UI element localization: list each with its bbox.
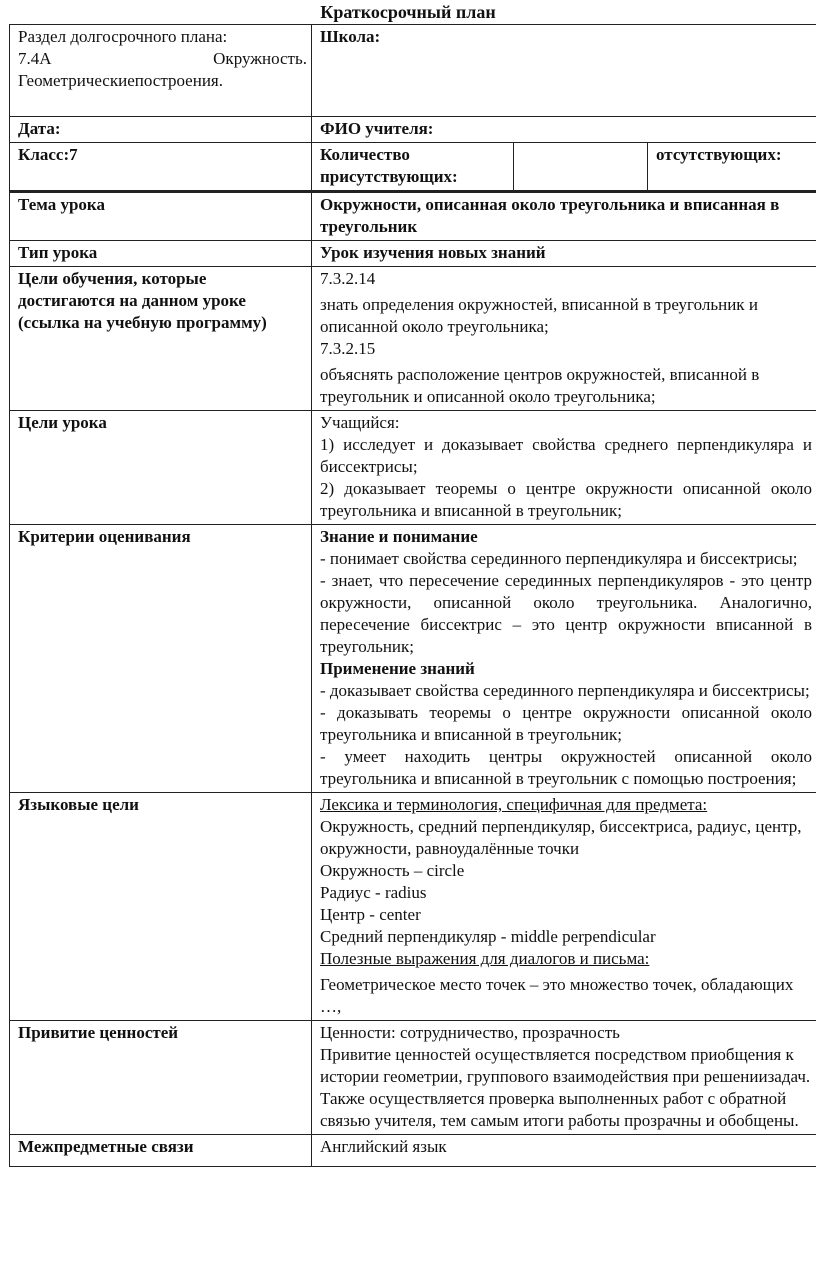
date-cell: Дата: (10, 117, 312, 143)
cross-links-value: Английский язык (312, 1135, 816, 1167)
table-row (10, 117, 816, 143)
table-row (10, 25, 816, 117)
class-cell: Класс:7 (10, 143, 312, 192)
goals-intro: Учащийся: (320, 413, 400, 432)
table-row (10, 1021, 816, 1135)
section-subtopic: Геометрическиепостроения. (18, 71, 223, 90)
criteria-item: - доказывает свойства серединного перпендикуляра и биссектрисы; (320, 681, 810, 700)
table-row (10, 267, 816, 411)
language-goals-value (312, 793, 816, 1021)
absent-label-cell: отсутствующих: (648, 143, 816, 192)
phrase-item: Геометрическое место точек – это множество точек, обладающих …, (320, 975, 794, 1016)
criteria-item: - знает, что пересечение серединных перпендикуляров - это центр окружности, описанной около треугольника. Аналогично, пересечение биссектрис – это центр окружности вписанной в треугольник; (320, 571, 812, 656)
objective-code: 7.3.2.15 (320, 339, 376, 358)
values-line: Привитие ценностей осуществляется посредством приобщения к истории геометрии, группового взаимодействия при решениизадач. Также осуществляется проверка выполненных работ с обратной связью учителя, тем самым итоги работы прозрачны и обобщены. (320, 1045, 811, 1130)
section-topic: Окружность. (213, 49, 307, 68)
lesson-goals-label: Цели урока (10, 411, 312, 525)
vocab-heading: Лексика и терминология, специфичная для предмета: (320, 795, 708, 814)
values-value (312, 1021, 816, 1135)
criteria-item: - понимает свойства серединного перпендикуляра и биссектрисы; (320, 549, 798, 568)
table-row (10, 143, 816, 192)
topic-value: Окружности, описанная около треугольника и вписанная в треугольник (312, 192, 816, 241)
school-cell: Школа: (312, 25, 816, 117)
values-label: Привитие ценностей (10, 1021, 312, 1135)
present-label-cell: Количество присутствующих: (312, 143, 514, 192)
objective-code: 7.3.2.14 (320, 269, 376, 288)
phrases-heading: Полезные выражения для диалогов и письма: (320, 949, 650, 968)
term-item: Радиус - radius (320, 883, 427, 902)
lesson-type-value: Урок изучения новых знаний (312, 241, 816, 267)
lesson-type-label: Тип урока (10, 241, 312, 267)
objective-text: объяснять расположение центров окружностей, вписанной в треугольник и описанной около треугольника; (320, 365, 760, 406)
objectives-value (312, 267, 816, 411)
section-label: Раздел долгосрочного плана: (18, 27, 228, 46)
section-code: 7.4А (18, 49, 52, 68)
table-row (10, 192, 816, 241)
teacher-cell: ФИО учителя: (312, 117, 816, 143)
objectives-label: Цели обучения, которые достигаются на данном уроке (ссылка на учебную программу) (10, 267, 312, 411)
table-row (10, 525, 816, 793)
document-title: Краткосрочный план (320, 2, 496, 22)
criteria-label: Критерии оценивания (10, 525, 312, 793)
goal-item: 1) исследует и доказывает свойства среднего перпендикуляра и биссектрисы; (320, 435, 812, 476)
table-row (10, 793, 816, 1021)
term-item: Окружность – circle (320, 861, 465, 880)
term-item: Центр - center (320, 905, 421, 924)
table-row (10, 1135, 816, 1167)
table-row (10, 241, 816, 267)
criteria-heading: Применение знаний (320, 659, 475, 678)
section-cell (10, 25, 312, 117)
vocab-list: Окружность, средний перпендикуляр, биссектриса, радиус, центр, окружности, равноудалённые точки (320, 817, 802, 858)
criteria-heading: Знание и понимание (320, 527, 478, 546)
criteria-item: - доказывать теоремы о центре окружности описанной около треугольника и вписанной в треугольник; (320, 703, 812, 744)
values-line: Ценности: сотрудничество, прозрачность (320, 1023, 620, 1042)
table-row (10, 411, 816, 525)
criteria-item: - умеет находить центры окружностей описанной около треугольника и вписанной в треугольник с помощью построения; (320, 747, 812, 788)
language-goals-label: Языковые цели (10, 793, 312, 1021)
lesson-goals-value (312, 411, 816, 525)
cross-links-label: Межпредметные связи (10, 1135, 312, 1167)
term-item: Средний перпендикуляр - middle perpendicular (320, 927, 656, 946)
present-value-cell (514, 143, 648, 192)
lesson-plan-table (9, 24, 816, 1167)
objective-text: знать определения окружностей, вписанной в треугольник и описанной около треугольника; (320, 295, 758, 336)
goal-item: 2) доказывает теоремы о центре окружности описанной около треугольника и вписанной в треугольник; (320, 479, 812, 520)
topic-label: Тема урока (10, 192, 312, 241)
criteria-value (312, 525, 816, 793)
